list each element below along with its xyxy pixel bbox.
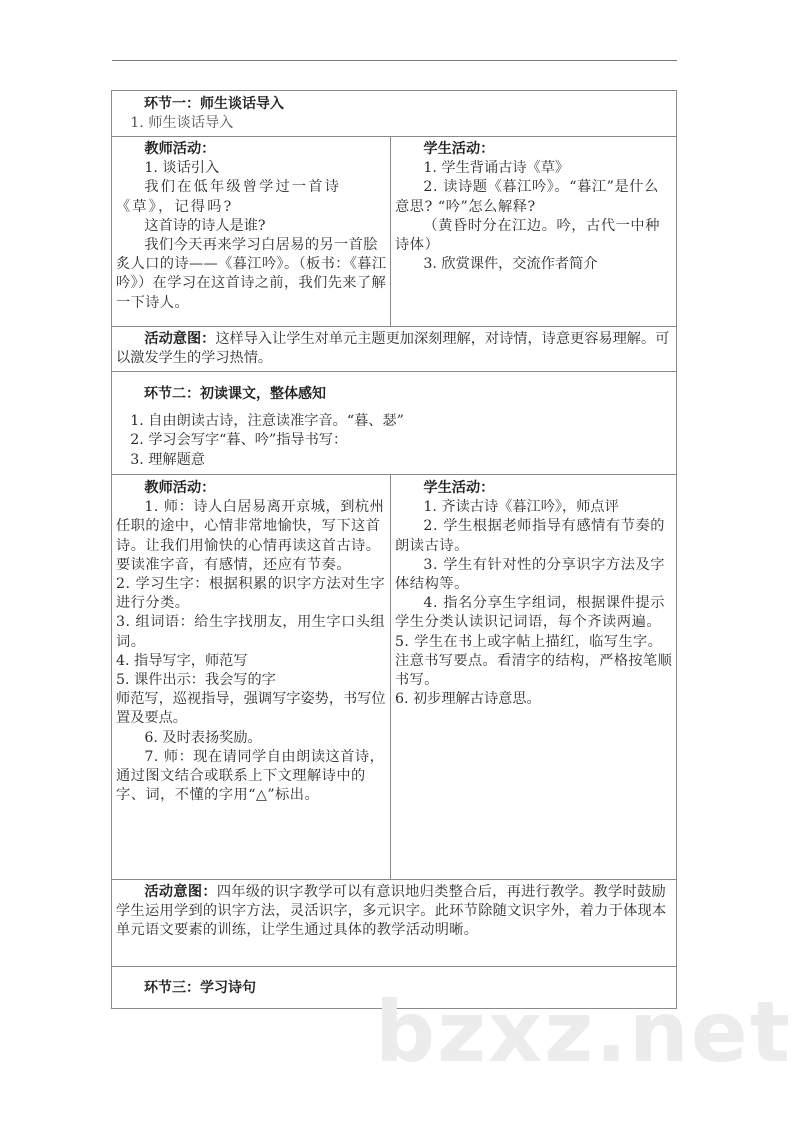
teacher-line: 师范写，巡视指导，强调写字姿势，书写位置及要点。: [116, 691, 386, 727]
teacher-activity-label: 教师活动：: [144, 141, 216, 157]
student-line: 5. 学生在书上或字帖上描红，临写生字。注意书写要点。看清字的结构，严格按笔顺书写。: [395, 633, 673, 689]
section1-subline: 1. 师生谈话导入: [130, 115, 234, 132]
teacher-line: 1. 师：诗人白居易离开京城，到杭州任职的途中，心情非常地愉快，写下这首诗。让我们用愉快的心情再读这首古诗。要读准字音，有感情，还应有节奏。: [116, 499, 385, 573]
teacher-line: 3. 组词语：给生字找朋友，用生字口头组词。: [116, 614, 386, 650]
student-activity-label: 学生活动：: [423, 141, 495, 157]
student-line: 1. 齐读古诗《暮江吟》，师点评: [423, 499, 619, 516]
teacher-line: 我们在低年级曾学过一首诗《草》，记得吗?: [116, 179, 342, 215]
watermark: bzxz.net: [375, 983, 792, 1081]
student-line: 6. 初步理解古诗意思。: [395, 691, 541, 708]
intent-text: 四年级的识字教学可以有意识地归类整合后，再进行教学。教学时鼓励学生运用学到的识字方法，灵活识字，多元识字。此环节除随文识字外，着力于体现本单元语文要素的训练，让学生通过具体的教学活动明晰。: [116, 884, 667, 939]
student-activity-label: 学生活动：: [423, 480, 495, 496]
section2-activities-row: [112, 474, 676, 879]
section1-activities-row: [112, 136, 676, 326]
teacher-line: 7. 师：现在请同学自由朗读这首诗，通过图文结合或联系上下文理解诗中的字、词，不懂的字用“△”标出。: [116, 748, 385, 804]
section2-heading: 环节二：初读课文，整体感知: [144, 386, 326, 402]
teacher-activity-label: 教师活动：: [144, 480, 216, 496]
teacher-line: 我们今天再来学习白居易的另一首脍炙人口的诗——《暮江吟》。（板书：《暮江吟》）在学习在这首诗之前，我们先来了解一下诗人。: [116, 237, 387, 311]
section2-item: 3. 理解题意: [130, 451, 205, 468]
section1-heading: 环节一：师生谈话导入: [144, 96, 284, 112]
section2-intent: [116, 883, 673, 941]
student-line: 2. 读诗题《暮江吟》。“暮江”是什么意思? “吟”怎么解释?: [395, 179, 659, 215]
section2-item: 2. 学习会写字“暮、吟”指导书写：: [130, 432, 348, 449]
intent-label: 活动意图：: [144, 884, 217, 900]
section2-intent-row: [112, 879, 676, 966]
student-line: 4. 指名分享生字组词，根据课件提示学生分类认读识记词语，每个齐读两遍。: [395, 595, 666, 631]
student-line: 1. 学生背诵古诗《草》: [423, 160, 570, 177]
teacher-line: 5. 课件出示：我会写的字: [116, 672, 276, 689]
teacher-line: 6. 及时表扬奖励。: [144, 729, 262, 746]
section2-heading-row: [112, 371, 676, 474]
teacher-line: 2. 学习生字：根据积累的识字方法对生字进行分类。: [116, 576, 386, 612]
student-line: 3. 学生有针对性的分享识字方法及字体结构等。: [395, 556, 666, 593]
intent-text: 这样导入让学生对单元主题更加深刻理解，对诗情，诗意更容易理解。可以激发学生的学习热情。: [116, 331, 670, 367]
student-line: 3. 欣赏课件，交流作者简介: [423, 256, 598, 273]
student-line: （黄昏时分在江边。吟，古代一中种诗体）: [395, 217, 660, 254]
header-rule: [112, 60, 677, 61]
section2-item: 1. 自由朗读古诗，注意读准字音。“暮、瑟”: [130, 413, 404, 430]
section2-teacher-cell: [112, 475, 391, 879]
intent-label: 活动意图：: [144, 331, 216, 347]
section3-heading: 环节三：学习诗句: [144, 980, 256, 996]
section1-heading-row: [112, 91, 676, 136]
section1-student-cell: [391, 137, 676, 326]
section1-intent: [116, 330, 673, 368]
section1-teacher-cell: [112, 137, 391, 326]
lesson-plan-table: [111, 90, 677, 1009]
teacher-line: 1. 谈话引入: [144, 160, 220, 177]
teacher-line: 这首诗的诗人是谁?: [144, 217, 266, 234]
teacher-line: 4. 指导写字，师范写: [116, 652, 248, 669]
section2-student-cell: [391, 475, 676, 879]
section1-intent-row: [112, 326, 676, 371]
student-line: 2. 学生根据老师指导有感情有节奏的朗读古诗。: [395, 518, 666, 554]
